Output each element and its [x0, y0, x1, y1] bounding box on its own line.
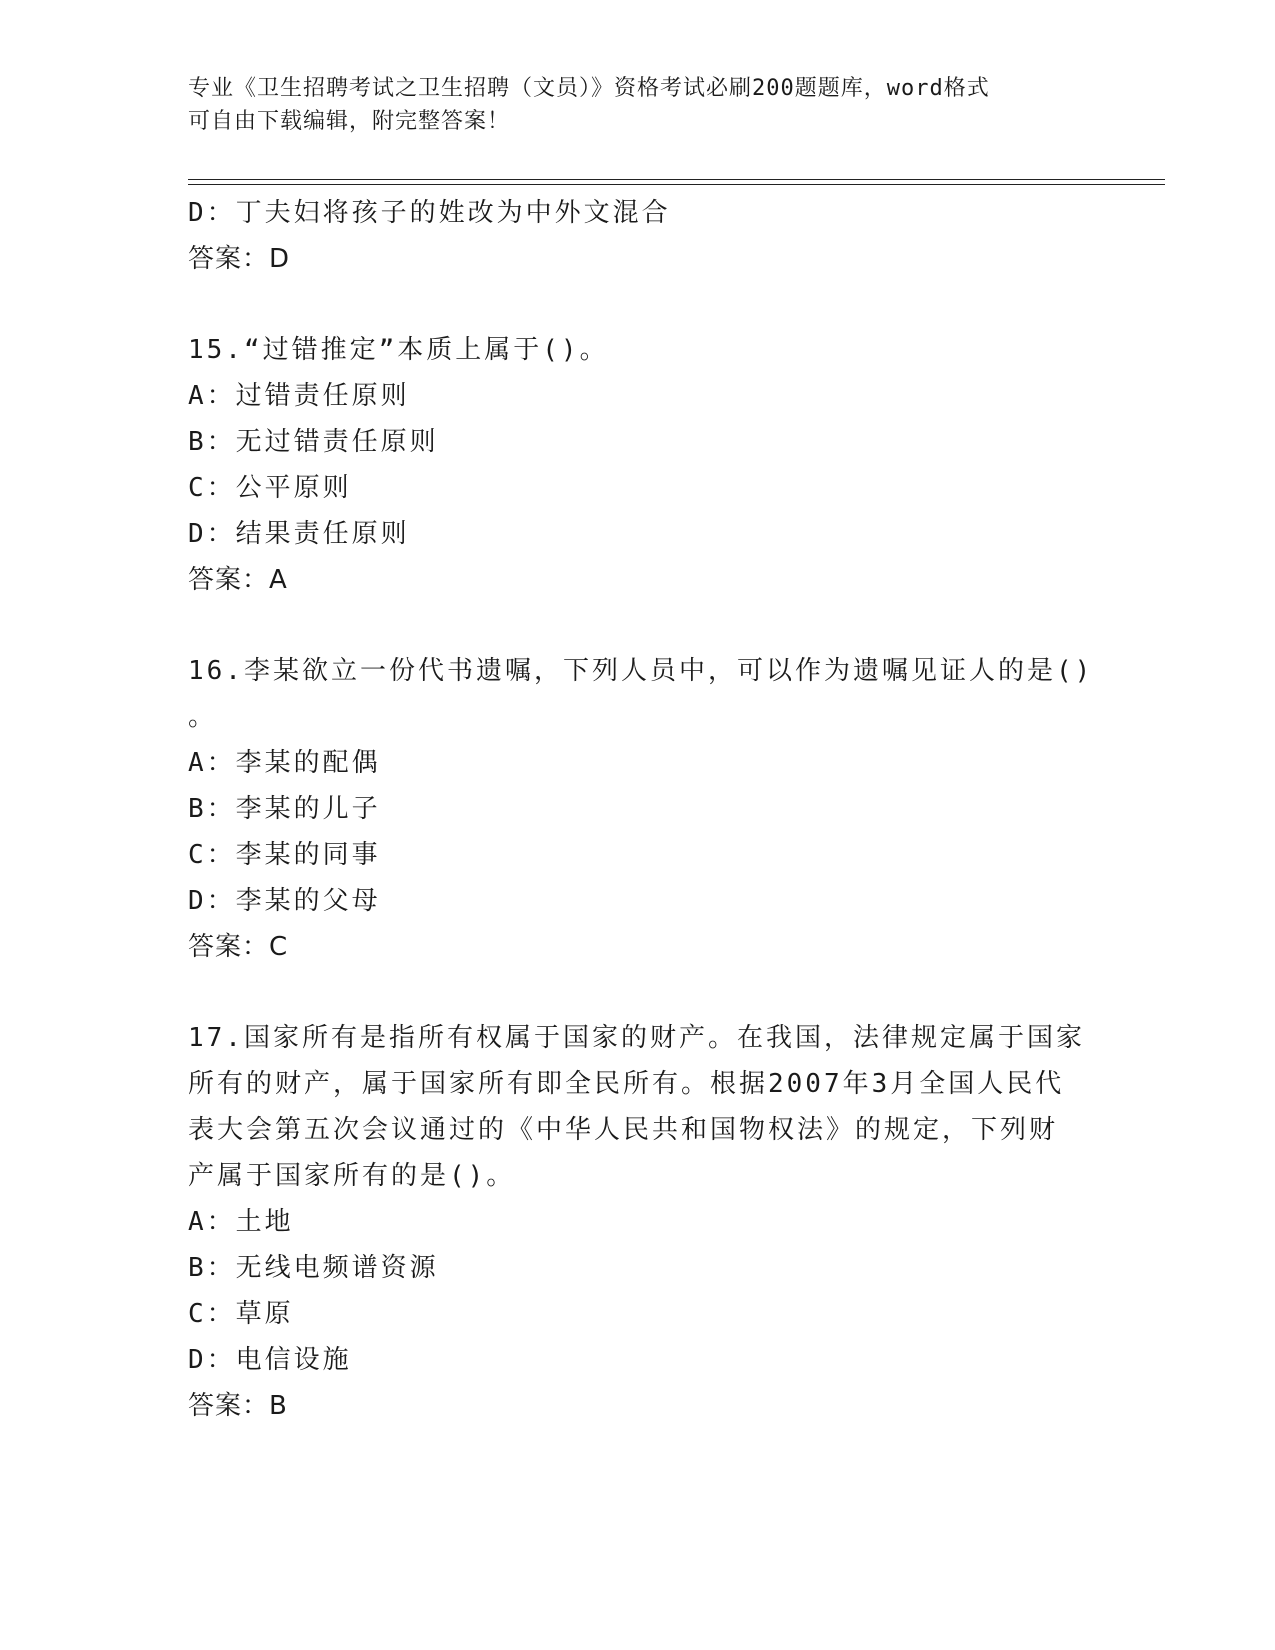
option-c: C：公平原则	[188, 473, 352, 503]
option-a: A：李某的配偶	[188, 748, 381, 778]
option-b: B：无线电频谱资源	[188, 1253, 439, 1283]
option-d: D：结果责任原则	[188, 519, 410, 549]
header-line-1: 专业《卫生招聘考试之卫生招聘（文员）》资格考试必刷200题题库，word格式	[188, 76, 990, 101]
answer: 答案：C	[188, 932, 289, 962]
header-rule-top	[188, 179, 1165, 180]
question-stem-line-3: 表大会第五次会议通过的《中华人民共和国物权法》的规定，下列财	[188, 1115, 1059, 1145]
document-header	[188, 72, 1068, 138]
answer: 答案：D	[188, 244, 291, 274]
option-d: D：李某的父母	[188, 886, 381, 916]
question-list	[188, 190, 1094, 1429]
question-stem-line-2: 所有的财产，属于国家所有即全民所有。根据2007年3月全国人民代	[188, 1069, 1065, 1099]
answer: 答案：B	[188, 1391, 288, 1421]
question-stem-line-2: 。	[188, 702, 218, 732]
option-b: B：李某的儿子	[188, 794, 381, 824]
question-stem: 15.“过错推定”本质上属于()。	[188, 335, 609, 365]
option-d: D：电信设施	[188, 1345, 352, 1375]
question-14-tail	[188, 190, 1088, 282]
question-17	[188, 1015, 1088, 1429]
spacer	[188, 603, 1088, 648]
header-rule-bottom	[188, 184, 1165, 185]
question-stem-line-1: 17.国家所有是指所有权属于国家的财产。在我国，法律规定属于国家	[188, 1023, 1085, 1053]
question-15	[188, 327, 1088, 603]
spacer	[188, 282, 1088, 327]
header-line-2: 可自由下载编辑，附完整答案！	[188, 109, 511, 134]
option-a: A：过错责任原则	[188, 381, 410, 411]
question-stem-line-4: 产属于国家所有的是()。	[188, 1161, 516, 1191]
option-a: A：土地	[188, 1207, 294, 1237]
option-c: C：草原	[188, 1299, 294, 1329]
option-d: D：丁夫妇将孩子的姓改为中外文混合	[188, 198, 671, 228]
question-16	[188, 648, 1094, 970]
answer: 答案：A	[188, 565, 288, 595]
question-stem-line-1: 16.李某欲立一份代书遗嘱，下列人员中，可以作为遗嘱见证人的是()	[188, 656, 1094, 686]
option-c: C：李某的同事	[188, 840, 381, 870]
option-b: B：无过错责任原则	[188, 427, 439, 457]
spacer	[188, 970, 1088, 1015]
